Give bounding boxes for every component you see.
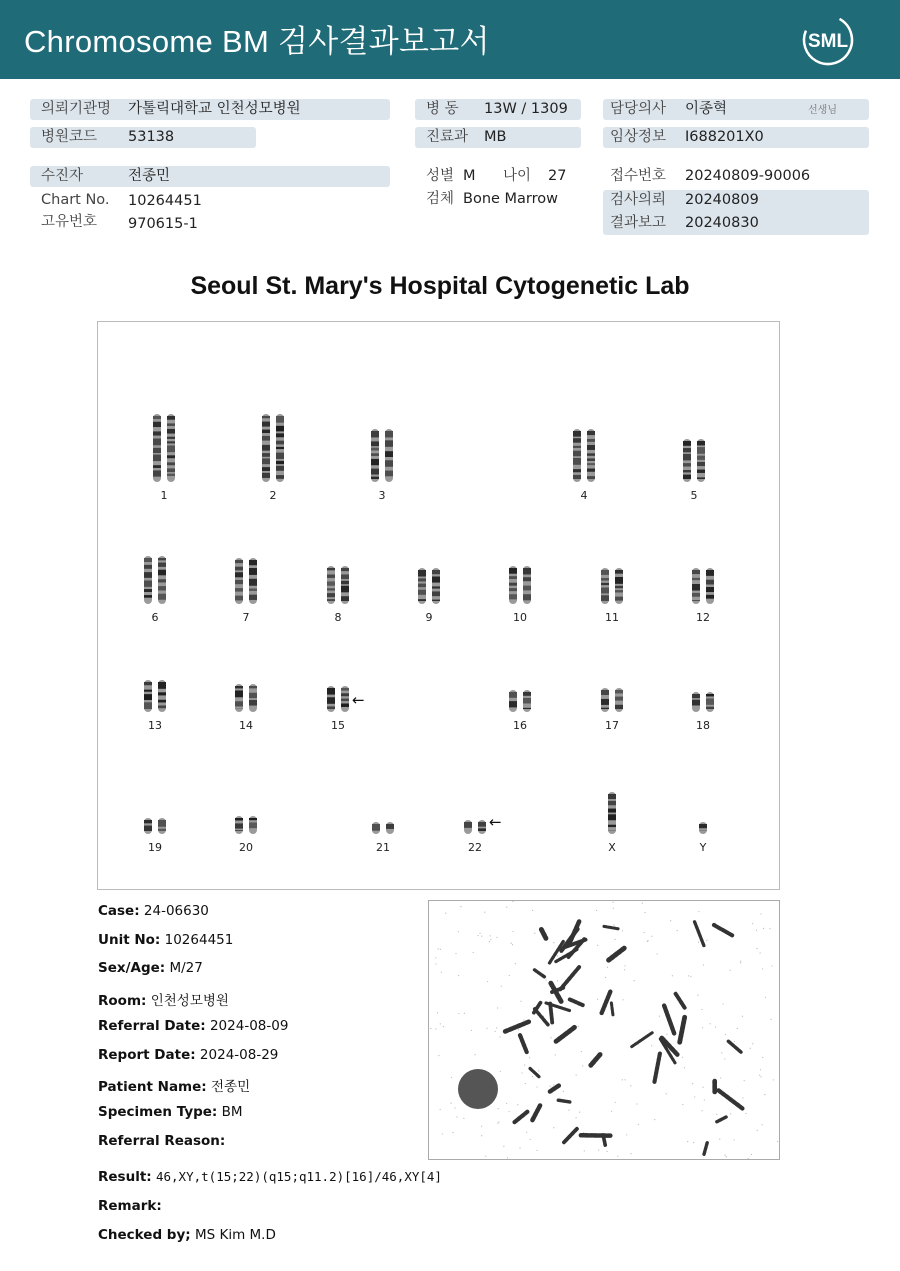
chromosome-label-12: 12 [696, 611, 710, 624]
chromosome-pair-18 [688, 691, 718, 713]
patient-name-line: Patient Name: 전종민 [98, 1079, 251, 1095]
metaphase-image [428, 900, 780, 1160]
chromosome-pair-21 [368, 821, 398, 835]
clinical-value: I688201X0 [685, 129, 764, 145]
chromosome-pair-3 [367, 428, 397, 483]
case-value: 24-06630 [143, 903, 209, 919]
dept-value: MB [484, 129, 507, 145]
doctor-suffix: 선생님 [808, 105, 837, 116]
chromosome-pair-4 [569, 428, 599, 483]
doctor-label: 담당의사 [610, 101, 667, 117]
result-line: Result: 46,XY,t(15;22)(q15;q11.2)[16]/46,XY[4] [98, 1169, 442, 1185]
metaphase-chromosome [602, 992, 611, 1013]
specimen-label: 검체 [426, 191, 455, 207]
metaphase-chromosome [604, 926, 618, 928]
metaphase-chromosome [714, 925, 733, 936]
chromosome-pair-17 [597, 687, 627, 713]
metaphase-chromosome [695, 922, 705, 947]
chromosome-pair-2 [258, 413, 288, 483]
chromosome-pair-12 [688, 567, 718, 605]
hospcode-label: 병원코드 [41, 129, 98, 145]
hospcode-value: 53138 [128, 129, 175, 145]
case-line: Case: 24-06630 [98, 903, 209, 919]
metaphase-svg [429, 901, 779, 1159]
chromosome-pair-20 [231, 815, 261, 835]
clinical-label: 임상정보 [610, 129, 667, 145]
chromosome-pair-x [603, 791, 621, 835]
metaphase-chromosome [550, 1086, 559, 1092]
chromosome-pair-22 [460, 819, 490, 835]
referral-date-value: 2024-08-09 [209, 1018, 289, 1034]
sexage-value: M/27 [169, 960, 203, 976]
chart-label: Chart No. [41, 192, 110, 208]
patient-name-value: 전종민 [210, 1079, 251, 1095]
specimen-value: Bone Marrow [463, 191, 559, 207]
chromosome-pair-9 [414, 567, 444, 605]
chromosome-label-x: X [608, 841, 616, 854]
chromosome-pair-15 [323, 685, 353, 713]
chromosome-label-11: 11 [605, 611, 619, 624]
ward-label: 병 동 [426, 101, 459, 117]
logo-text: SML [807, 31, 849, 52]
chromosome-label-4: 4 [580, 489, 588, 502]
chromosome-label-6: 6 [151, 611, 159, 624]
chromosome-label-8: 8 [334, 611, 342, 624]
chromosome-label-17: 17 [605, 719, 619, 732]
report-value: 20240830 [685, 215, 759, 231]
interphase-nucleus [458, 1069, 498, 1109]
doctor-value: 이종혁 [685, 101, 728, 117]
chromosome-pair-19 [140, 817, 170, 835]
chromosome-pair-13 [140, 679, 170, 713]
sexage-line: Sex/Age: M/27 [98, 960, 203, 976]
unit-line: Unit No: 10264451 [98, 932, 234, 948]
abnormality-arrow-22: ← [489, 813, 502, 831]
referral-reason-line: Referral Reason: [98, 1133, 226, 1149]
request-value: 20240809 [685, 192, 759, 208]
chromosome-pair-6 [140, 555, 170, 605]
chromosome-pair-16 [505, 689, 535, 713]
patient-label: 수진자 [41, 168, 84, 184]
request-label: 검사의뢰 [610, 192, 667, 208]
metaphase-chromosome [560, 967, 579, 989]
ward-value: 13W / 1309 [484, 101, 568, 117]
unit-value: 10264451 [164, 932, 234, 948]
uid-label: 고유번호 [41, 214, 98, 230]
chromosome-label-18: 18 [696, 719, 710, 732]
metaphase-chromosome [603, 1135, 605, 1145]
org-value: 가톨릭대학교 인천성모병원 [128, 101, 301, 117]
chromosome-label-9: 9 [425, 611, 433, 624]
metaphase-chromosome [680, 1017, 685, 1043]
chromosome-pair-10 [505, 565, 535, 605]
uid-value: 970615-1 [128, 216, 198, 232]
chromosome-pair-14 [231, 683, 261, 713]
metaphase-chromosome [558, 1100, 569, 1102]
room-line: Room: 인천성모병원 [98, 993, 229, 1009]
chromosome-label-19: 19 [148, 841, 162, 854]
chromosome-label-1: 1 [160, 489, 168, 502]
sex-label: 성별 [426, 168, 455, 184]
chromosome-label-16: 16 [513, 719, 527, 732]
checked-line: Checked by; MS Kim M.D [98, 1227, 276, 1243]
metaphase-chromosome [717, 1117, 726, 1122]
metaphase-chromosome [704, 1143, 708, 1156]
chromosome-pair-5 [679, 438, 709, 483]
metaphase-chromosome [550, 1004, 552, 1023]
specimen-type-value: BM [221, 1104, 243, 1120]
receipt-value: 20240809-90006 [685, 168, 811, 184]
chromosome-label-15: 15 [331, 719, 345, 732]
chromosome-label-5: 5 [690, 489, 698, 502]
org-label: 의뢰기관명 [41, 101, 112, 117]
metaphase-chromosome [632, 1033, 652, 1047]
metaphase-chromosome [611, 1003, 613, 1016]
metaphase-chromosome [535, 970, 546, 978]
karyogram-panel [97, 321, 780, 890]
chromosome-label-20: 20 [239, 841, 253, 854]
chromosome-label-13: 13 [148, 719, 162, 732]
metaphase-chromosome [676, 994, 685, 1008]
report-date-line: Report Date: 2024-08-29 [98, 1047, 279, 1063]
metaphase-chromosome [570, 999, 583, 1005]
metaphase-chromosome [541, 929, 546, 938]
chromosome-label-14: 14 [239, 719, 253, 732]
age-label: 나이 [503, 168, 532, 184]
metaphase-chromosome [556, 1027, 574, 1041]
chromosome-pair-y [694, 821, 712, 835]
metaphase-chromosome [728, 1041, 741, 1053]
chromosome-label-7: 7 [242, 611, 250, 624]
chromosome-label-3: 3 [378, 489, 386, 502]
receipt-label: 접수번호 [610, 168, 667, 184]
chromosome-label-10: 10 [513, 611, 527, 624]
sex-value: M [463, 168, 476, 184]
chromosome-label-21: 21 [376, 841, 390, 854]
result-value: 46,XY,t(15;22)(q15;q11.2)[16]/46,XY[4] [155, 1169, 442, 1184]
metaphase-chromosome [530, 1069, 539, 1078]
chromosome-label-y: Y [699, 841, 707, 854]
sml-logo [800, 12, 856, 68]
dept-label: 진료과 [426, 129, 469, 145]
metaphase-chromosome [654, 1054, 659, 1082]
metaphase-chromosome [609, 948, 625, 960]
metaphase-chromosome [520, 1035, 527, 1052]
patient-bar [30, 166, 390, 187]
report-header [0, 0, 900, 79]
remark-line: Remark: [98, 1198, 162, 1214]
metaphase-chromosome [664, 1006, 674, 1034]
chromosome-pair-1 [149, 413, 179, 483]
metaphase-chromosome [591, 1055, 600, 1066]
chromosome-label-2: 2 [269, 489, 277, 502]
metaphase-chromosome [515, 1112, 528, 1122]
checked-value: MS Kim M.D [194, 1227, 276, 1243]
metaphase-chromosome [532, 1105, 540, 1120]
chromosome-pair-8 [323, 565, 353, 605]
report-label: 결과보고 [610, 215, 667, 231]
report-title: Chromosome BM 검사결과보고서 [24, 24, 490, 59]
metaphase-chromosome [564, 1129, 577, 1142]
age-value: 27 [548, 168, 567, 184]
lab-title: Seoul St. Mary's Hospital Cytogenetic Lab [190, 272, 690, 300]
metaphase-chromosome [505, 1022, 529, 1032]
chromosome-label-22: 22 [468, 841, 482, 854]
metaphase-chromosome [719, 1090, 743, 1108]
abnormality-arrow-15: ← [352, 691, 365, 709]
chromosome-pair-7 [231, 557, 261, 605]
patient-value: 전종민 [128, 168, 171, 184]
chart-value: 10264451 [128, 193, 202, 209]
specimen-type-line: Specimen Type: BM [98, 1104, 243, 1120]
room-value: 인천성모병원 [150, 993, 229, 1009]
report-date-value: 2024-08-29 [199, 1047, 279, 1063]
referral-date-line: Referral Date: 2024-08-09 [98, 1018, 289, 1034]
chromosome-pair-11 [597, 567, 627, 605]
